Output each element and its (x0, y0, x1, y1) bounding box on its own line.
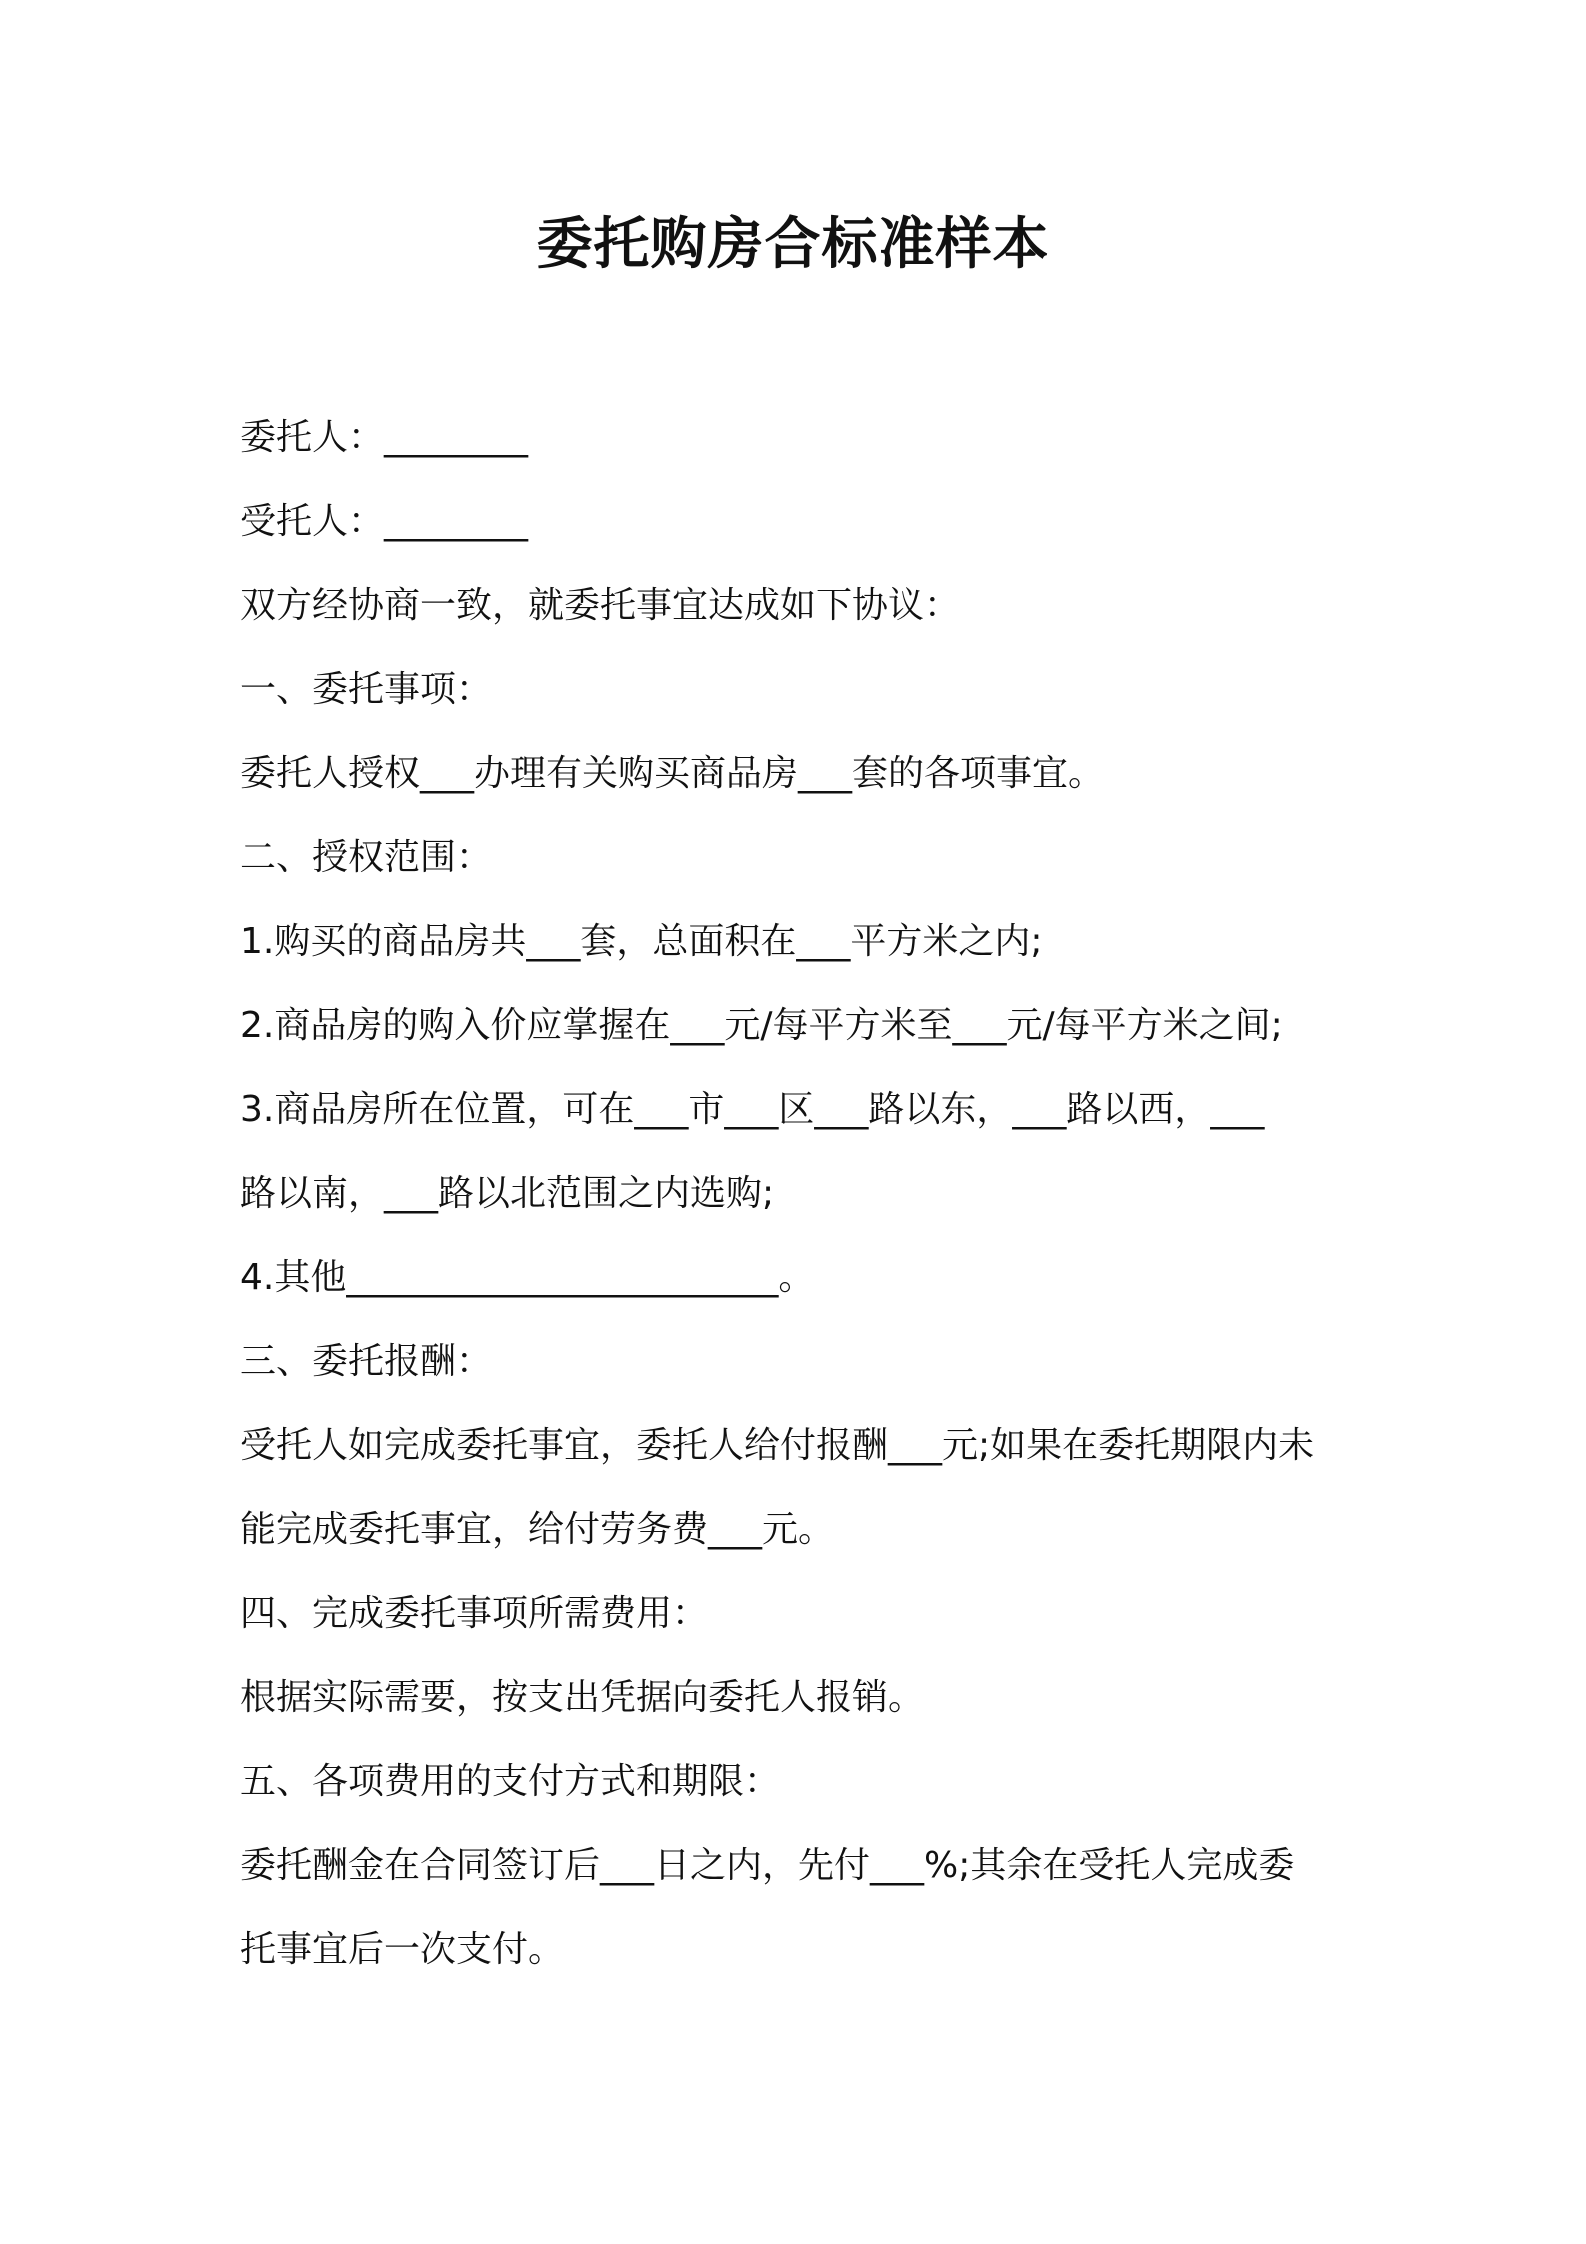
section-heading-3: 三、委托报酬： (240, 1341, 493, 1382)
agreement-intro: 双方经协商一致，就委托事宜达成如下协议： (240, 585, 961, 626)
scope-item-3: 3.商品房所在位置，可在___市___区___路以东，___路以西，___ (240, 1089, 1265, 1130)
section-heading-2: 二、授权范围： (240, 837, 493, 878)
client-line: 委托人：________ (240, 417, 529, 458)
section-heading-1: 一、委托事项： (240, 669, 493, 710)
section-text-5-continued: 托事宜后一次支付。 (240, 1929, 565, 1970)
section-heading-5: 五、各项费用的支付方式和期限： (240, 1761, 781, 1802)
agent-line: 受托人：________ (240, 501, 529, 542)
section-text-5: 委托酬金在合同签订后___日之内，先付___%;其余在受托人完成委 (240, 1845, 1295, 1886)
scope-item-1: 1.购买的商品房共___套，总面积在___平方米之内; (240, 921, 1043, 962)
scope-item-4: 4.其他________________________。 (240, 1257, 815, 1298)
document-body (240, 396, 1365, 1992)
section-text-3-continued: 能完成委托事宜，给付劳务费___元。 (240, 1509, 835, 1550)
section-text-3: 受托人如完成委托事宜，委托人给付报酬___元;如果在委托期限内未 (240, 1425, 1315, 1466)
scope-item-3-continued: 路以南，___路以北范围之内选购; (240, 1173, 775, 1214)
section-text-1: 委托人授权___办理有关购买商品房___套的各项事宜。 (240, 753, 1105, 794)
document-title: 委托购房合标准样本 (536, 212, 1050, 277)
section-heading-4: 四、完成委托事项所需费用： (240, 1593, 709, 1634)
section-text-4: 根据实际需要，按支出凭据向委托人报销。 (240, 1677, 925, 1718)
scope-item-2: 2.商品房的购入价应掌握在___元/每平方米至___元/每平方米之间; (240, 1005, 1283, 1046)
